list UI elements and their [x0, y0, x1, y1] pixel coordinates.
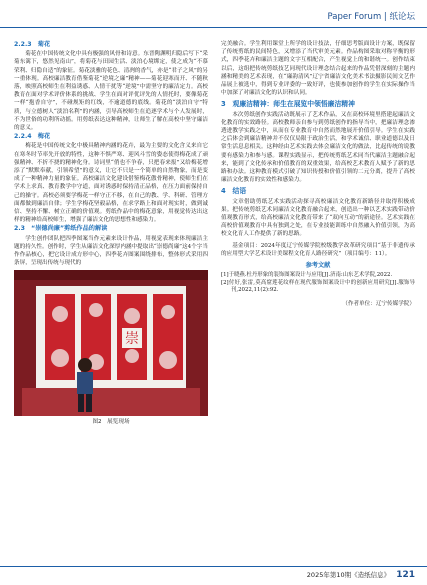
- page-footer: [307, 570, 415, 580]
- paragraph-interpretation: 学生创作团队把四季图案当作元素来设计作品，用视觉表现来体现廉洁主题的持久性。创作时，学生从廉洁文化深厚内涵中提取出“崇德尚廉”这4个字当作作品核心，把它设计成方形中心，四季花卉图案围绕排布，整体形式采用四条屏，呈现出传统与现代的: [14, 235, 208, 267]
- paragraph-chrysanthemum: 菊花在中国传统文化中具有极强的风骨和诗意。东晋陶渊明归隐后写下“采菊东篱下，悠然见南山”，将菊花与田园生活、淡泊心境绑定，使之成为“不慕荣利、归隐自适”的象征。菊花淡雅的花色、清冽的香气，亦是“君子之风”的另一重体现。高校廉洁教育借鉴菊花“逆境之廉”精神——菊花迎寒而开、不随秋落，映照高校师生在利益诱惑、人情干扰等“逆境”中需坚守的廉洁定力。高校教育在面对学术评价体系的挑战、学生在面对评优评先的人情托时，要像菊花一样“抱香自守”，不碰规矩的红线，不逾道德的底线。菊花的“淡泊自守”特质，与立德树人“淡泊名利”的内涵，引导高校师生在追逐学术与个人发展时，不为世俗的功利所动摇。用剪纸表达这种精神，让师生了解在高校中坚守廉洁的意义。: [14, 51, 208, 132]
- section-heading-223: 2.2.3 菊花: [14, 41, 51, 48]
- reference-item-1: [1]于晓燕.杜丹形象的装饰图案设计与应用[J].济南:山东艺术学院,2022.: [221, 272, 393, 279]
- exhibition-scene-illustration: [14, 270, 208, 416]
- section-heading-23: 2.3 “崇德尚廉”剪纸作品的解读: [14, 225, 108, 233]
- section-heading-3: 3 观廉洁精神：师生在展览中领悟廉洁精神: [221, 100, 355, 109]
- figure-caption: 图2 展览现场: [92, 419, 130, 426]
- paragraph-continuation: 完美融合。学生利用课堂上所学的设计技法，仔细思考版面设计方案，既保留了传统剪纸的民间特色，又增添了当代审美元素。作品构图采取对称平衡的形式，四季花卉和廉洁主题的文字互相配合，产生视觉上的和谐统一。创作结束以后，这组把传统剪纸技艺同现代设计理念结合起来的作品凭借深刻的主题内涵和精美的艺术表现，在“廉韵清风”辽宁省廉洁文化美术书法摄影民间文艺作品展上被选中，得到专业评委的一致好评，也使参加创作的学生在实际操作当中加深了对廉洁文化的认识和认同。: [221, 41, 415, 97]
- paragraph-plum: 梅花是中国传统文化中极具精神内涵的花卉，最为主要的文化含义来自它在寒冬时节率先开放的特性，这种不惧严寒、迎风斗雪的姿态使得梅花成了顽强精神、不折不挠的精神化身。诗词里“俏也不争春，只把春来报”又给梅花增添了“默默奉献，引领希望”的意义，让它不只是一个简单的自然物象，而是变成了一种精神力量的象征。高校廉洁文化建设借鉴梅花傲骨精神，使师生们在学术上求真、教育教学中守道，面对诱惑时保持清正品格，在压力面前保持自己的操守。高校必须要学梅花一样守正不移，在自己的教、学、科研、管理方面都做到廉洁自律；学生学梅花坚毅品格，在求学路上和面对现实时，做到诚信、坚持不懈、树立正确的价值观。剪纸作品中的梅花意象，用视觉传达出这样的精神给高校师生，增强了廉洁文化的思想性和感染力。: [14, 143, 208, 224]
- header-rule: [0, 27, 427, 28]
- right-column: [221, 40, 415, 308]
- paragraph-conclusion: 文章借助剪纸艺术实践活动探寻高校廉洁文化教育新路径并取得积极成果。把传统剪纸艺术同廉洁文化教育融合起来，创造出一种以艺术实践带动价值观教育形式，给高校廉洁文化教育带来了“双向互动”的新途径。艺术实践在高校价值观教育中具有独到之处，在专业技能训练中自然融入价值引领，为高校文化育人工作提供了新的思路。: [221, 198, 415, 238]
- figure-character-label: 崇: [125, 331, 139, 348]
- footer-rule: [0, 566, 427, 567]
- exhibition-photo: [14, 270, 208, 416]
- author-affiliation: （作者单位：辽宁传媒学院）: [342, 301, 415, 308]
- paragraph-exhibition: 本次剪纸创作实践活动既展示了艺术作品，又在高校环境里搭建起廉洁文化教育的实效路径。高校教师亲自参与到剪纸创作的指导当中，把廉洁理念渗透进教学实践之中，从而在专业教育中自然而然地展开价值引导。学生在实践之后体会到廉洁精神并不仅仅局限于政治生活，和学术诚信、职业道德以及日常生活息息相关。这种经由艺术实践去体会廉洁文化的做法，比起传统的说教要有感染力和参与感。课程实践显示，把传统剪纸艺术同当代廉洁主题融合起来，能到了文化传承和价值教育的双重效果，给高校艺术教育人赋予了新的思路和办法。这种教育模式引破了知识传授和价值引领的二元分离，提升了高校廉洁文化教育的实效性和感染力。: [221, 111, 415, 184]
- left-column: [14, 40, 208, 427]
- page-number: 121: [396, 570, 415, 580]
- section-heading-224: 2.2.4 梅花: [14, 133, 51, 141]
- running-header: Paper Forum | 纸论坛: [327, 12, 415, 22]
- section-heading-4: 4 结语: [221, 187, 247, 196]
- references-title: 参考文献: [305, 262, 331, 270]
- fund-note: 基金项目：2024年度辽宁传媒学院校级教学改革研究项目“基于非遗传承的应用型大学艺术设计美课程文化育人路径研究”（项目编号：11）。: [221, 242, 415, 257]
- journal-issue: 2025年第10期《造纸信息》: [306, 571, 391, 579]
- reference-item-2: [2]付好,张雷,莫高窟莲花纹样在现代服饰图案设计中的创新应用研究[J].服饰导刊,2022,11(2):92.: [221, 279, 415, 294]
